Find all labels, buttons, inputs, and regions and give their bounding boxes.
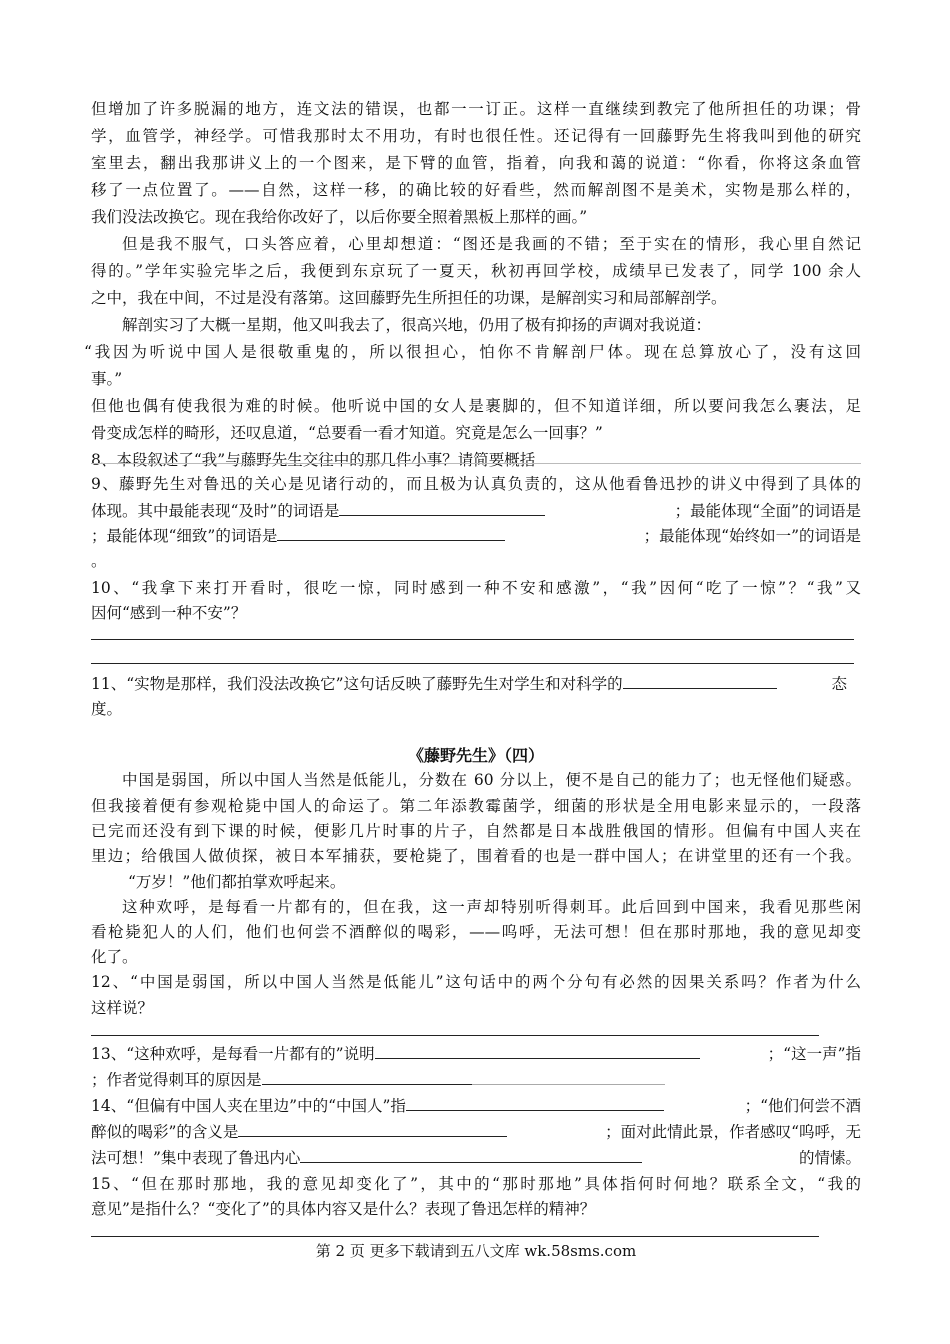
- question-8: 8、本段叙述了“我”与藤野先生交往中的那几件小事？请简要概括: [91, 451, 536, 469]
- question-13-line-1: [91, 1042, 861, 1066]
- question-9-line-4: 。: [91, 552, 107, 570]
- para6-line-1: 这种欢呼，是每看一片都有的，但在我，这一声却特别听得刺耳。此后回到中国来，我看见那些闲: [122, 898, 861, 916]
- question-15-line-1: 15、“但在那时那地，我的意见却变化了”，其中的“那时那地”具体指何时何地？联系全文，“我的: [91, 1175, 861, 1193]
- para3-line-5: 骨变成怎样的畸形，还叹息道，“总要看一看才知道。究竟是怎么一回事？”: [91, 424, 603, 442]
- q9-line2-text-a: 体现。其中最能表现“及时”的词语是: [91, 502, 340, 520]
- para4-line-2: 但我接着便有参观枪毙中国人的命运了。第二年添教霉菌学，细菌的形状是全用电影来显示的，一段落: [91, 797, 861, 815]
- q9-line2-text-b: ；最能体现“全面”的词语是: [674, 502, 861, 520]
- section-title: 《藤野先生》（四）: [407, 746, 544, 765]
- q11-text-a: 11、“实物是那样，我们没法改换它”这句话反映了藤野先生对学生和对科学的: [91, 675, 623, 693]
- para6-line-3: 化了。: [91, 948, 138, 966]
- para4-line-1: 中国是弱国，所以中国人当然是低能儿，分数在 60 分以上，便不是自己的能力了；也无怪他们疑惑。: [122, 771, 861, 789]
- para3-line-2: “我因为听说中国人是很敬重鬼的，所以很担心，怕你不肯解剖尸体。现在总算放心了，没有这回: [84, 343, 861, 361]
- answer-line-q15[interactable]: [91, 1236, 819, 1237]
- para5: “万岁！”他们都拍掌欢呼起来。: [128, 873, 346, 891]
- blank-zhongguoren[interactable]: [406, 1095, 664, 1111]
- question-9-line-2: [91, 499, 861, 523]
- q9-line3-text-b: ；最能体现“始终如一”的词语是: [643, 527, 861, 545]
- answer-line-q10-1[interactable]: [91, 639, 854, 640]
- para1-line-1: 但增加了许多脱漏的地方，连文法的错误，也都一一订正。这样一直继续到教完了他所担任的功课；骨: [91, 100, 861, 118]
- q14-text-d: ；面对此情此景，作者感叹“呜呼，无: [605, 1123, 861, 1141]
- question-12-line-1: 12、“中国是弱国，所以中国人当然是低能儿”这句话中的两个分句有必然的因果关系吗？作者为什么: [91, 973, 861, 991]
- question-9-line-3: [91, 524, 861, 548]
- para3-line-4: 但他也偶有使我很为难的时候。他听说中国的女人是裹脚的，但不知道详细，所以要问我怎么裹法，足: [91, 397, 861, 415]
- q14-text-b: ；“他们何尝不酒: [744, 1097, 861, 1115]
- q13-text-b: ；“这一声”指: [767, 1045, 861, 1063]
- question-15-line-2: 意见”是指什么？“变化了”的具体内容又是什么？表现了鲁迅怎样的精神？: [91, 1200, 596, 1218]
- answer-line-q12[interactable]: [91, 1035, 819, 1036]
- para2-line-3: 之中，我在中间，不过是没有落第。这回藤野先生所担任的功课，是解剖实习和局部解剖学。: [91, 289, 727, 307]
- para1-line-5: 我们没法改换它。现在我给你改好了，以后你要全照着黑板上那样的画。”: [91, 208, 588, 226]
- question-13-line-2: [91, 1068, 861, 1092]
- blank-xizhi[interactable]: [277, 525, 505, 541]
- para3-line-3: 事。”: [91, 370, 123, 388]
- answer-line-q8[interactable]: [91, 463, 861, 464]
- question-11-line-1: [91, 672, 861, 696]
- q14-text-f: 的情愫。: [798, 1149, 861, 1167]
- para2-line-2: 得的。”学年实验完毕之后，我便到东京玩了一夏天，秋初再回学校，成绩早已发表了，同学 100 余人: [91, 262, 861, 280]
- para1-line-3: 室里去，翻出我那讲义上的一个图来，是下臂的血管，指着，向我和蔼的说道：“你看，你将这条血管: [91, 154, 861, 172]
- para3-line-1: 解剖实习了大概一星期，他又叫我去了，很高兴地，仍用了极有抑扬的声调对我说道：: [122, 316, 712, 334]
- question-9-line-1: 9、藤野先生对鲁迅的关心是见诸行动的，而且极为认真负责的，这从他看鲁迅抄的讲义中得到了具体的: [91, 475, 861, 493]
- blank-hancai-hanyi[interactable]: [238, 1121, 507, 1137]
- q13-text-c: ；作者觉得刺耳的原因是: [91, 1071, 262, 1089]
- para6-line-2: 看枪毙犯人的人们，他们也何尝不酒醉似的喝彩，——呜呼，无法可想！但在那时那地，我的意见却变: [91, 923, 861, 941]
- para1-line-2: 学，血管学，神经学。可惜我那时太不用功，有时也很任性。还记得有一回藤野先生将我叫到他的研究: [91, 127, 861, 145]
- page-footer: 第 2 页 更多下载请到五八文库 wk.58sms.com: [315, 1242, 637, 1260]
- q11-text-b: 态: [831, 675, 847, 693]
- question-10-line-2: 因何“感到一种不安”？: [91, 604, 247, 622]
- q13-text-a: 13、“这种欢呼，是每看一片都有的”说明: [91, 1045, 375, 1063]
- question-10-line-1: 10、“我拿下来打开看时，很吃一惊，同时感到一种不安和感激”，“我”因何“吃了一惊”？“我”又: [91, 579, 861, 597]
- q9-line3-text-a: ；最能体现“细致”的词语是: [91, 527, 278, 545]
- q14-text-c: 醉似的喝彩”的含义是: [91, 1123, 239, 1141]
- question-14-line-3: [91, 1146, 861, 1170]
- blank-jishi[interactable]: [339, 500, 545, 516]
- q14-text-a: 14、“但偏有中国人夹在里边”中的“中国人”指: [91, 1097, 406, 1115]
- blank-cier-yuanyin[interactable]: [262, 1069, 472, 1085]
- para4-line-3: 已完而还没有到下课的时候，便影几片时事的片子，自然都是日本战胜俄国的情形。但偏有中国人夹在: [91, 822, 861, 840]
- blank-cier-yuanyin-cont[interactable]: [472, 1069, 665, 1085]
- blank-taidu[interactable]: [623, 673, 777, 689]
- para4-line-4: 里边；给俄国人做侦探，被日本军捕获，要枪毙了，围着看的也是一群中国人；在讲堂里的还有一个我。: [91, 847, 861, 865]
- q14-text-e: 法可想！”集中表现了鲁迅内心: [91, 1149, 301, 1167]
- blank-shuoming[interactable]: [375, 1043, 700, 1059]
- para2-line-1: 但是我不服气，口头答应着，心里却想道：“图还是我画的不错；至于实在的情形，我心里自然记: [122, 235, 861, 253]
- blank-qingxu[interactable]: [300, 1147, 642, 1163]
- question-14-line-1: [91, 1094, 861, 1118]
- question-14-line-2: [91, 1120, 861, 1144]
- question-12-line-2: 这样说？: [91, 999, 154, 1017]
- question-11-line-2: 度。: [91, 700, 123, 718]
- answer-line-q10-2[interactable]: [91, 663, 854, 664]
- para1-line-4: 移了一点位置了。——自然，这样一移，的确比较的好看些，然而解剖图不是美术，实物是那么样的，: [91, 181, 861, 199]
